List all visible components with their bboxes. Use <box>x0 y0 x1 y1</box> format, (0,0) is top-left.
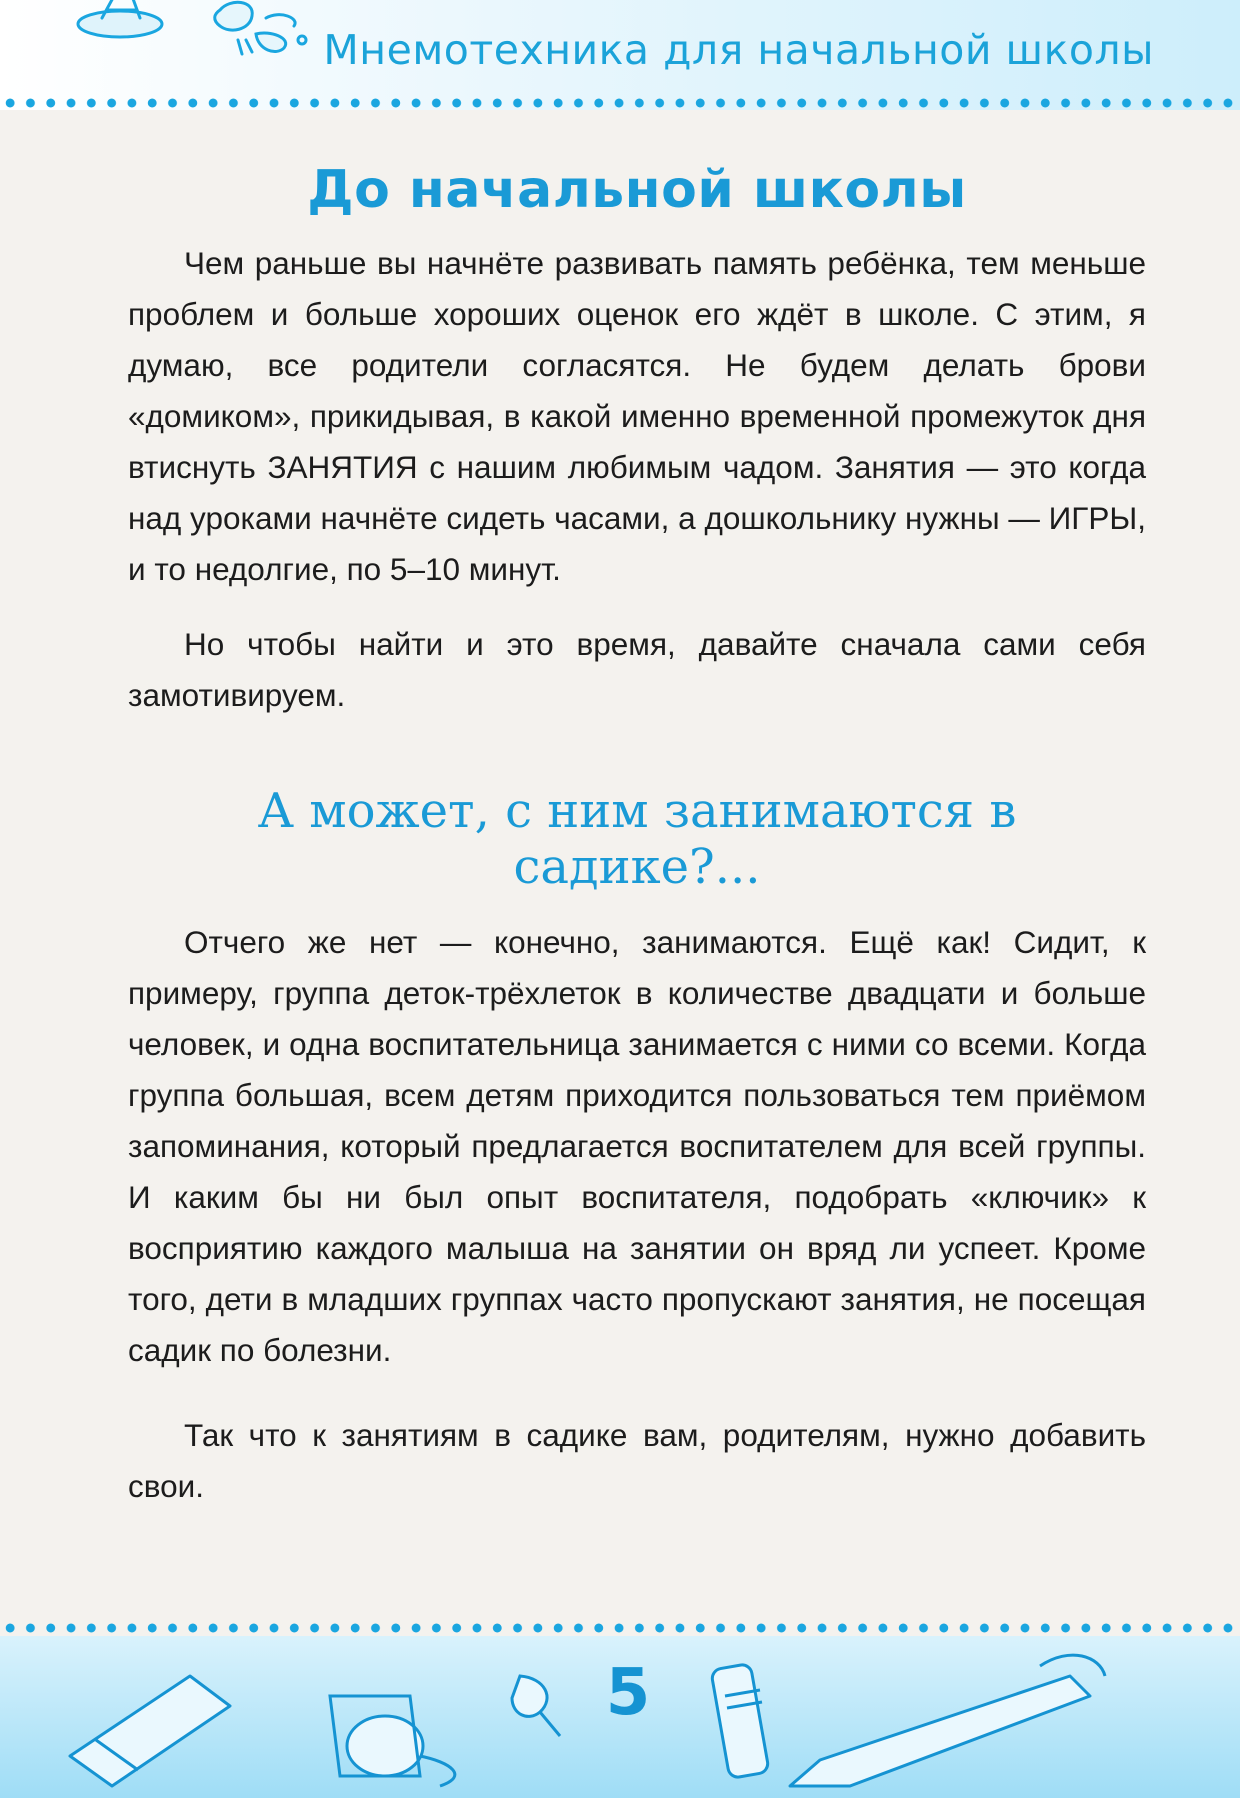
page-number: 5 <box>605 1656 651 1730</box>
spilled-jar-icon <box>330 1696 455 1786</box>
paint-splash-icon <box>215 2 306 54</box>
glue-stick-icon <box>711 1663 769 1778</box>
page-header <box>0 0 1240 110</box>
dotted-divider-top <box>0 97 1240 109</box>
section-title-preschool: До начальной школы <box>307 160 967 220</box>
section-title-kindergarten: А может, с ним занимаются в садике?... <box>257 783 1017 895</box>
page-content <box>128 160 1146 1512</box>
paint-bottle-icon <box>78 0 162 37</box>
dotted-divider-bottom <box>0 1622 1240 1634</box>
paragraph: Отчего же нет — конечно, занимаются. Ещё как! Сидит, к примеру, группа деток-трёхлеток в количестве двадцати и больше человек, и одна воспитательница занимается с ними со всеми. Когда группа большая, всем детям приходится пользоваться тем приёмом запоминания, который предлагается воспитателем для всей группы. И каким бы ни был опыт воспитателя, подобрать «ключик» к восприятию каждого малыша на занятии он вряд ли успеет. Кроме того, дети в младших группах часто пропускают занятия, не посещая садик по болезни. <box>128 924 1146 1368</box>
eraser-icon <box>70 1676 230 1786</box>
running-title: Мнемотехника для начальной школы <box>323 26 1154 74</box>
paragraph: Так что к занятиям в садике вам, родителям, нужно добавить свои. <box>128 1417 1146 1504</box>
header-doodles <box>70 0 320 80</box>
page-footer <box>0 1636 1240 1798</box>
pushpin-icon <box>512 1676 560 1736</box>
paragraph: Но чтобы найти и это время, давайте сначала сами себя замотивируем. <box>128 626 1146 713</box>
paragraph: Чем раньше вы начнёте развивать память ребёнка, тем меньше проблем и больше хороших оценок его ждёт в школе. С этим, я думаю, все родители согласятся. Не будем делать брови «домиком», прикидывая, в какой именно временной промежуток дня втиснуть ЗАНЯТИЯ с нашим любимым чадом. Занятия — это когда над уроками начнёте сидеть часами, а дошкольнику нужны — ИГРЫ, и то недолгие, по 5–10 минут. <box>128 245 1146 587</box>
marker-icon <box>790 1655 1105 1786</box>
